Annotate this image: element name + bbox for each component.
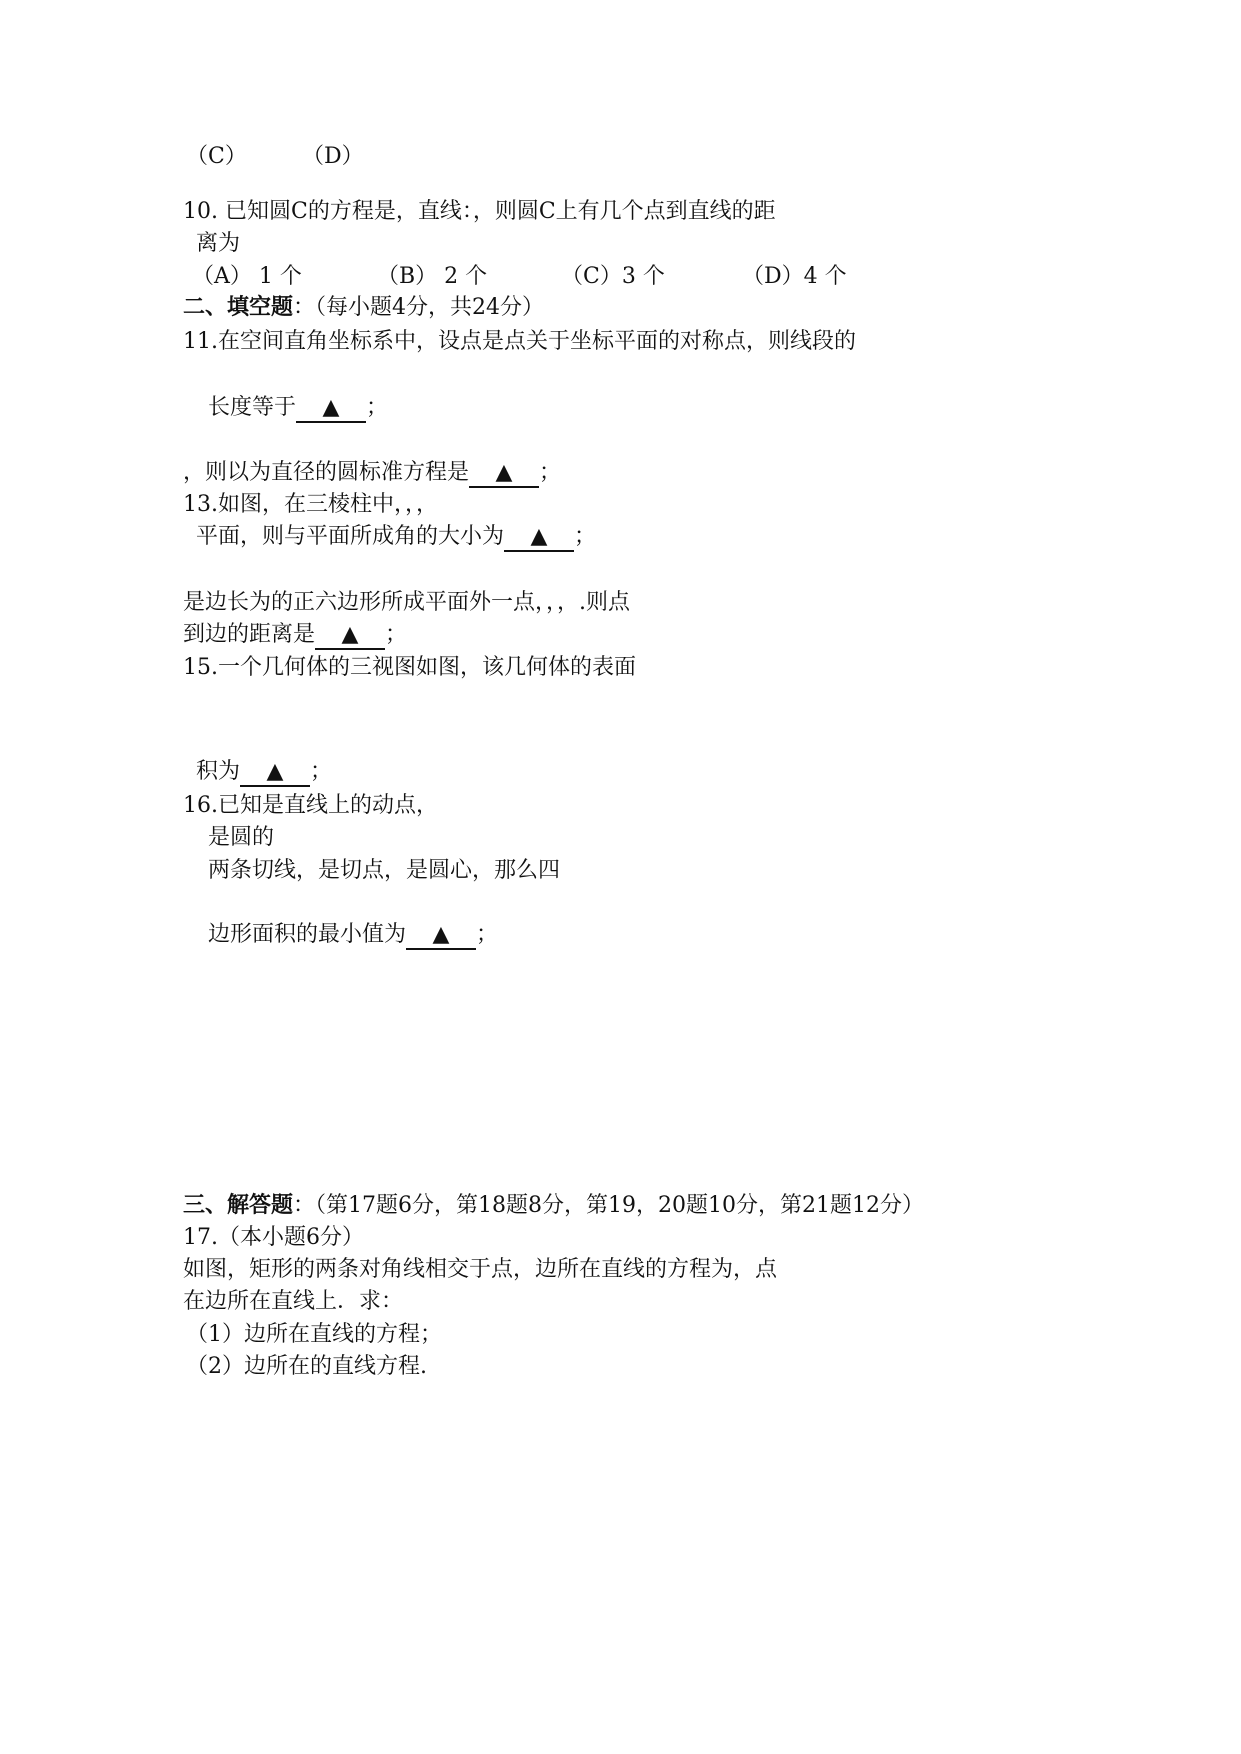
q16-stem-line2: 是圆的 [208,825,275,850]
q13-stem-line2 [196,522,596,552]
q14-text: 到边的距离是 [183,622,316,647]
q11-end: ； [366,395,389,420]
q12-stem [183,458,561,488]
q16-stem-line1: 16.已知是直线上的动点， [183,793,438,818]
q17-stem-line2: 在边所在直线上．求： [183,1289,404,1314]
q12-end: ； [539,460,562,485]
q12-text: ，则以为直径的圆标准方程是 [183,460,470,485]
q10-stem-line1: 10. 已知圆C的方程是，直线：，则圆C上有几个点到直线的距 [183,199,776,224]
q10-option-d: （D）4 个 [742,264,847,289]
q15-text: 积为 [196,759,241,784]
q9-option-d: （D） [302,144,364,169]
q14-end: ； [385,622,408,647]
q11-answer-blank: ▲ [296,395,366,423]
section-2-title: 二、填空题 [183,295,294,320]
q16-end: ； [476,922,499,947]
q14-stem-line1: 是边长为的正六边形所成平面外一点，，，.则点 [183,590,630,615]
section-3-title: 三、解答题 [183,1193,294,1218]
section-2-heading [183,293,544,323]
q11-stem-line2 [208,393,388,423]
q10-stem-line2: 离为 [196,231,241,256]
q17-part-2: （2）边所在的直线方程. [186,1354,427,1379]
q13-end: ； [574,524,597,549]
q15-end: ； [310,759,333,784]
q16-stem-line3: 两条切线，是切点，是圆心，那么四 [208,858,561,883]
q15-stem-line1: 15.一个几何体的三视图如图，该几何体的表面 [183,655,636,680]
q13-stem-line1: 13.如图，在三棱柱中，，， [183,492,438,517]
q10-option-b: （B） 2 个 [377,264,488,289]
q12-answer-blank: ▲ [469,460,539,488]
q11-text: 长度等于 [208,395,297,420]
q15-answer-blank: ▲ [240,759,310,787]
q13-text: 平面，则与平面所成角的大小为 [196,524,505,549]
section-2-note: ：（每小题4分，共24分） [293,295,545,320]
q16-stem-line4 [208,920,498,950]
q17-stem-line1: 如图，矩形的两条对角线相交于点，边所在直线的方程为，点 [183,1257,778,1282]
q14-answer-blank: ▲ [315,622,385,650]
q11-stem-line1: 11.在空间直角坐标系中，设点是点关于坐标平面的对称点，则线段的 [183,329,856,354]
q10-option-c: （C）3 个 [561,264,665,289]
q14-stem-line2 [183,620,407,650]
section-3-heading [183,1191,924,1221]
q10-option-a: （A） 1 个 [192,264,302,289]
q15-stem-line2 [196,757,332,787]
q17-title: 17.（本小题6分） [183,1225,364,1250]
q16-answer-blank: ▲ [406,922,476,950]
q9-option-c: （C） [186,144,247,169]
q13-answer-blank: ▲ [504,524,574,552]
q16-text: 边形面积的最小值为 [208,922,407,947]
section-3-note: ：（第17题6分，第18题8分，第19，20题10分，第21题12分） [293,1193,924,1218]
q17-part-1: （1）边所在直线的方程； [186,1322,442,1347]
